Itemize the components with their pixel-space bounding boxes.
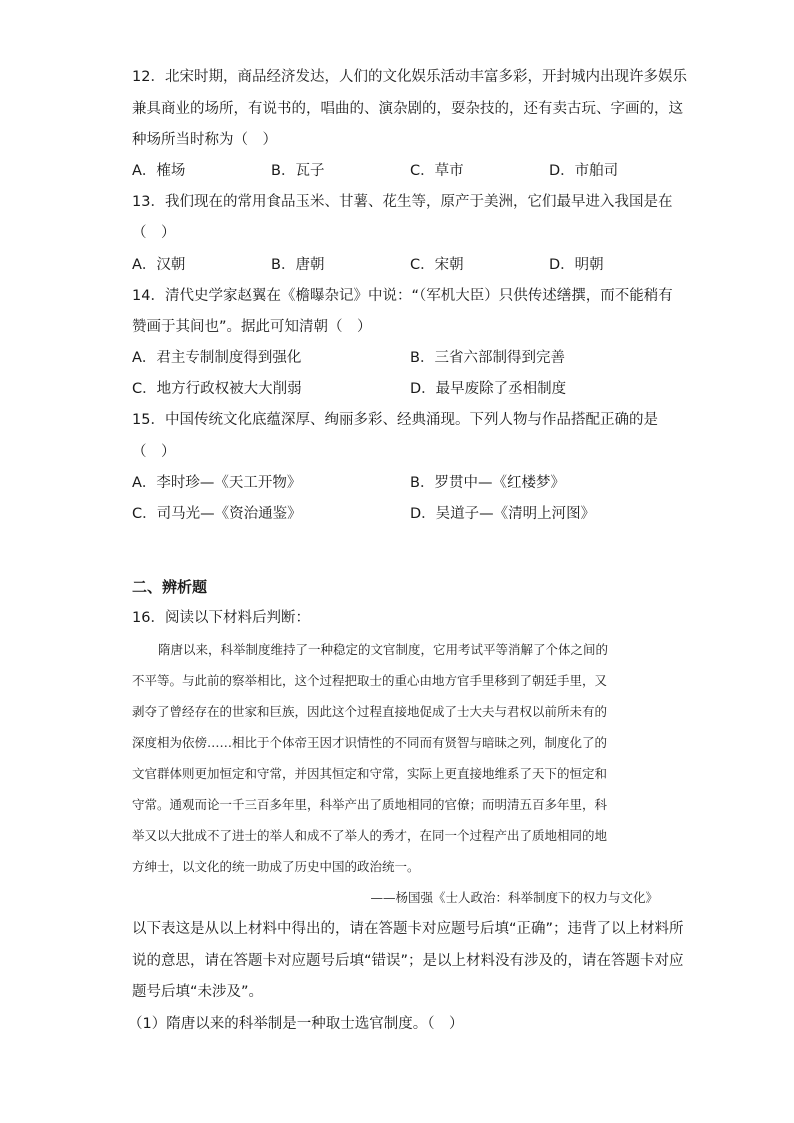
q12-option-c: C．草市 [410, 163, 464, 179]
q13-stem-line-1: 13．我们现在的常用食品玉米、甘薯、花生等，原产于美洲，它们最早进入我国是在 [132, 194, 673, 210]
q14-stem-line-2: 赞画于其间也”。据此可知清朝（ ） [132, 319, 372, 335]
q15-option-a: A．李时珍—《天工开物》 [132, 475, 302, 491]
q12-option-d: D．市舶司 [549, 163, 619, 179]
q12-option-b: B．瓦子 [271, 163, 325, 179]
q16-intro: 16．阅读以下材料后判断： [132, 610, 310, 626]
q16-material-line-2: 不平等。与此前的察举相比，这个过程把取士的重心由地方官手里移到了朝廷手里，又 [132, 673, 608, 688]
q12-option-a: A．榷场 [132, 163, 186, 179]
q16-material-source: ——杨国强《士人政治：科举制度下的权力与文化》 [370, 890, 658, 905]
section-title: 二、辨析题 [132, 578, 208, 596]
q14-option-c: C．地方行政权被大大削弱 [132, 381, 302, 397]
q16-material-line-5: 文官群体则更加恒定和守常，并因其恒定和守常，实际上更直接地维系了天下的恒定和 [132, 766, 608, 781]
q16-instruction-line-1: 以下表这是从以上材料中得出的，请在答题卡对应题号后填“正确”；违背了以上材料所 [132, 921, 684, 937]
q16-material-line-4: 深度相为依傍……相比于个体帝王因才识情性的不同而有贤智与暗昧之列，制度化了的 [132, 735, 608, 750]
q16-material-line-7: 举又以大批成不了进士的举人和成不了举人的秀才，在同一个过程产出了质地相同的地 [132, 828, 608, 843]
q15-option-c: C．司马光—《资治通鉴》 [132, 506, 302, 522]
q16-material-line-3: 剥夺了曾经存在的世家和巨族，因此这个过程直接地促成了士大夫与君权以前所未有的 [132, 704, 608, 719]
q13-option-c: C．宋朝 [410, 257, 464, 273]
q16-material-line-6: 守常。通观而论一千三百多年里，科举产出了质地相同的官僚；而明清五百多年里，科 [132, 797, 608, 812]
q13-option-a: A．汉朝 [132, 257, 186, 273]
q16-material-line-1: 隋唐以来，科举制度维持了一种稳定的文官制度，它用考试平等消解了个体之间的 [158, 642, 609, 657]
q16-item-1: （1）隋唐以来的科举制是一种取士选官制度。（ ） [128, 1016, 464, 1032]
q15-option-b: B．罗贯中—《红楼梦》 [410, 475, 565, 491]
q13-stem-line-2: （ ） [132, 225, 176, 241]
q12-stem-line-1: 12．北宋时期，商品经济发达，人们的文化娱乐活动丰富多彩，开封城内出现许多娱乐 [132, 69, 687, 85]
q15-option-d: D．吴道子—《清明上河图》 [410, 506, 596, 522]
q14-option-a: A．君主专制制度得到强化 [132, 350, 302, 366]
q12-stem-line-2: 兼具商业的场所，有说书的，唱曲的、演杂剧的，耍杂技的，还有卖古玩、字画的，这 [132, 101, 683, 117]
q12-stem-line-3: 种场所当时称为（ ） [132, 132, 277, 148]
q13-option-b: B．唐朝 [271, 257, 325, 273]
q14-option-d: D．最早废除了丞相制度 [410, 381, 567, 397]
q15-stem-line-1: 15．中国传统文化底蕴深厚、绚丽多彩、经典涌现。下列人物与作品搭配正确的是 [132, 412, 658, 428]
q13-option-d: D．明朝 [549, 257, 604, 273]
q14-stem-line-1: 14．清代史学家赵翼在《檐曝杂记》中说：“（军机大臣）只供传述缮撰，而不能稍有 [132, 288, 673, 304]
q16-material-line-8: 方绅士，以文化的统一助成了历史中国的政治统一。 [132, 859, 420, 874]
q14-option-b: B．三省六部制得到完善 [410, 350, 565, 366]
q15-stem-line-2: （ ） [132, 444, 176, 460]
q16-instruction-line-2: 说的意思，请在答题卡对应题号后填“错误”；是以上材料没有涉及的，请在答题卡对应 [132, 953, 684, 969]
q16-instruction-line-3: 题号后填“未涉及”。 [132, 984, 264, 1000]
